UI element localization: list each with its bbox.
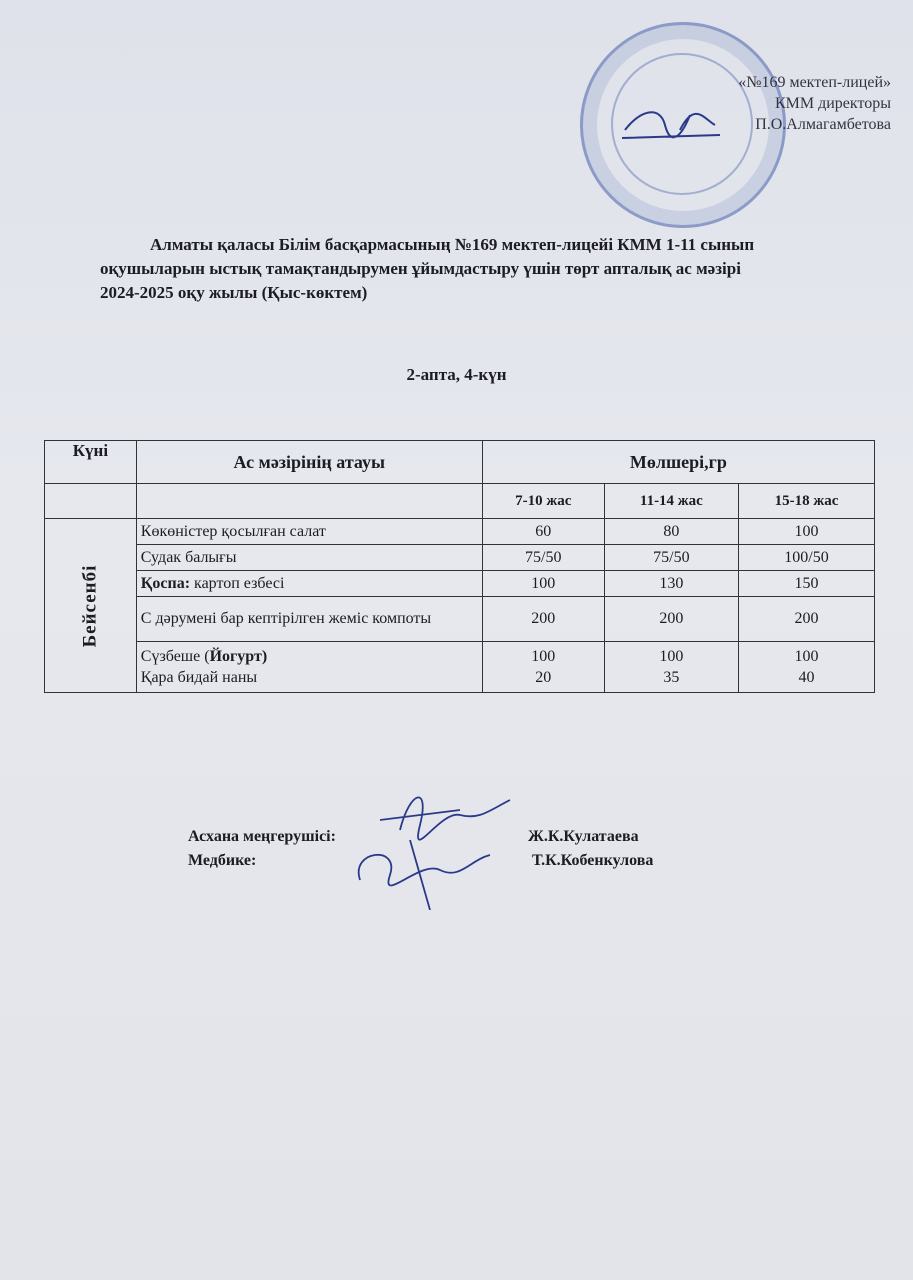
dish-name: Судак балығы: [136, 545, 482, 571]
amount: 130: [604, 571, 738, 597]
dish-text: картоп езбесі: [190, 574, 285, 592]
amount: 75/50: [604, 545, 738, 571]
approval-name: П.О.Алмагамбетова: [755, 116, 891, 133]
day-cell: [45, 519, 137, 693]
amount: 150: [739, 571, 875, 597]
age-group: 7-10 жас: [482, 484, 604, 519]
approval-block: [738, 72, 891, 135]
age-group: 11-14 жас: [604, 484, 738, 519]
amount-2: 20: [535, 669, 552, 686]
table-row: [45, 519, 875, 545]
amount: 200: [739, 597, 875, 642]
week-day-label: 2-апта, 4-күн: [406, 365, 507, 384]
table-row: [45, 597, 875, 642]
menu-table: [44, 440, 875, 693]
amount-2: 40: [798, 669, 815, 686]
amount: 60: [482, 519, 604, 545]
amount: 200: [604, 597, 738, 642]
amount-2: 35: [663, 669, 680, 686]
amount: 200: [482, 597, 604, 642]
day-label: Бейсенбі: [79, 564, 101, 647]
table-row: [45, 642, 875, 693]
amount: 80: [604, 519, 738, 545]
amount: 100: [482, 571, 604, 597]
dish-bold: Йогурт): [209, 648, 268, 665]
amount: 75/50: [482, 545, 604, 571]
signature-role: Медбике:: [188, 852, 257, 869]
dish-text: Сүзбеше (: [140, 648, 210, 665]
amount-1: 100: [659, 648, 684, 665]
amount: [739, 642, 875, 693]
amount: 100: [739, 519, 875, 545]
title-line: 2024-2025 оқу жылы (Қыс-көктем): [100, 283, 368, 302]
amount-1: 100: [531, 648, 556, 665]
amount-1: 100: [794, 648, 819, 665]
title-line: оқушыларын ыстық тамақтандырумен ұйымдастыру үшін төрт апталық ас мәзірі: [100, 259, 741, 278]
signature-name: Т.К.Кобенкулова: [532, 852, 654, 869]
approval-org: «№169 мектеп-лицей»: [738, 74, 891, 91]
approval-position: КММ директоры: [774, 95, 891, 112]
dish-name: [136, 571, 482, 597]
dish-name: Көкөністер қосылған салат: [136, 519, 482, 545]
header-day: Күні: [45, 441, 137, 484]
title-line: Алматы қаласы Білім басқармасының №169 мектеп-лицейі КММ 1-11 сынып: [150, 235, 755, 254]
table-row: [45, 571, 875, 597]
amount: 100/50: [739, 545, 875, 571]
director-signature: [620, 90, 730, 150]
dish-text: Қара бидай наны: [140, 669, 258, 686]
amount: [482, 642, 604, 693]
signature-role: Асхана меңгерушісі:: [188, 828, 336, 845]
dish-name: [136, 642, 482, 693]
signature-name: Ж.К.Кулатаева: [528, 828, 639, 845]
signatures-block: [188, 825, 653, 873]
age-group: 15-18 жас: [739, 484, 875, 519]
empty-cell: [136, 484, 482, 519]
dish-prefix: Қоспа:: [140, 574, 191, 592]
table-row: [45, 545, 875, 571]
header-amount: Мөлшері,гр: [482, 441, 874, 484]
header-name: Ас мәзірінің атауы: [136, 441, 482, 484]
document-title: [100, 233, 890, 305]
amount: [604, 642, 738, 693]
dish-name: С дәрумені бар кептірілген жеміс компоты: [136, 597, 482, 642]
empty-cell: [45, 484, 137, 519]
